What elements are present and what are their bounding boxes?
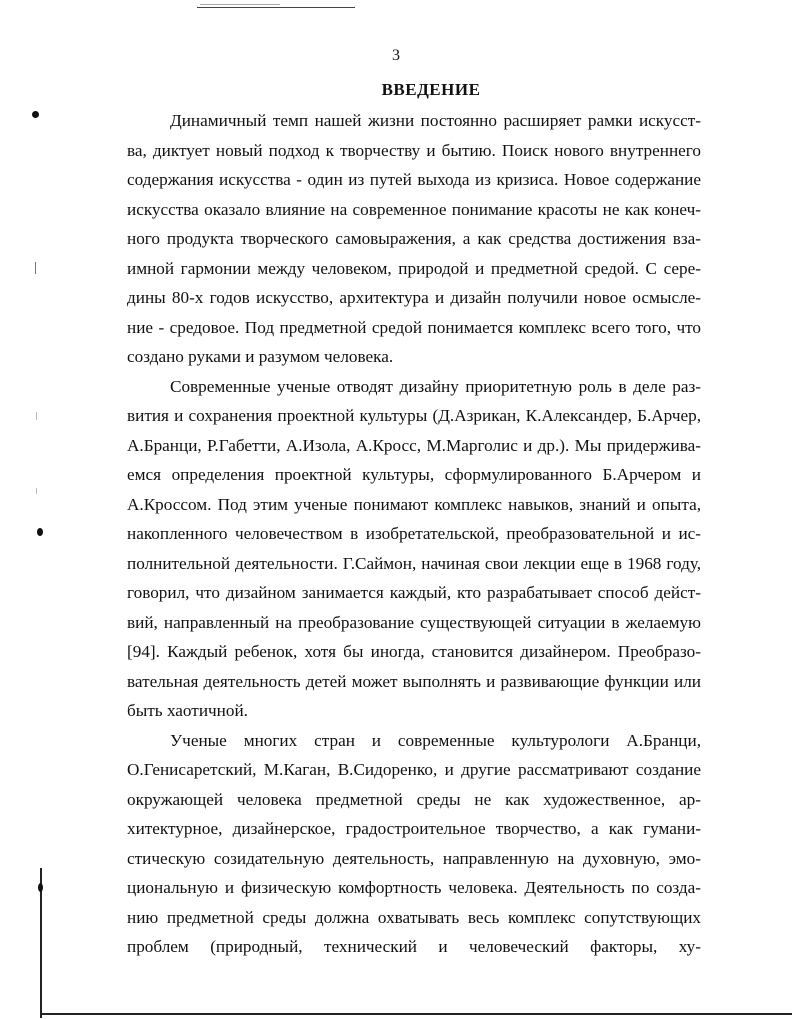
text-line: ва, диктует новый подход к творчеству и бытию. Поиск нового внутреннего — [127, 140, 701, 160]
text-line: стическую созидательную деятельность, направленную на духовную, эмо- — [127, 848, 701, 868]
text-line: О.Генисаретский, М.Каган, В.Сидоренко, и другие рассматривают создание — [127, 760, 701, 779]
text-line: накопленного человечеством в изобретательской, преобразовательной и ис- — [127, 524, 701, 543]
text-line: создано руками и разумом человека. — [127, 347, 394, 366]
text-line: Динамичный темп нашей жизни постоянно расширяет рамки искусст- — [170, 111, 701, 130]
text-line: полнительной деятельности. Г.Саймон, начиная свои лекции еще в 1968 году, — [127, 553, 701, 573]
text-line: А.Кроссом. Под этим ученые понимают комплекс навыков, знаний и опыта, — [127, 494, 701, 514]
text-line: А.Бранци, Р.Габетти, А.Изола, А.Кросс, М.Марголис и др.). Мы придержива- — [127, 435, 701, 455]
section-heading: ВВЕДЕНИЕ — [381, 80, 481, 99]
text-line: циональную и физическую комфортность человека. Деятельность по созда- — [127, 878, 701, 897]
scan-artifact-line — [200, 4, 280, 5]
text-line: Современные ученые отводят дизайну приоритетную роль в деле раз- — [170, 376, 701, 396]
text-line: содержания искусства - один из путей выхода из кризиса. Новое содержание — [127, 170, 701, 189]
scan-frame-edge — [40, 1013, 792, 1015]
text-line: ного продукта творческого самовыражения, а как средства достижения вза- — [127, 229, 701, 248]
paragraph-2 — [127, 372, 701, 726]
text-line: нию предметной среды должна охватывать весь комплекс сопутствующих — [127, 907, 701, 927]
text-line: проблем (природный, технический и человеческий факторы, ху- — [127, 937, 701, 956]
binder-hole-mark — [38, 883, 43, 892]
text-line: хитектурное, дизайнерское, градостроительное творчество, а как гумани- — [127, 819, 701, 838]
binder-hole-mark — [32, 111, 39, 118]
text-line: искусства оказало влияние на современное понимание красоты не как конеч- — [127, 199, 701, 219]
text-line: [94]. Каждый ребенок, хотя бы иногда, становится дизайнером. Преобразо- — [127, 642, 701, 661]
text-line: вития и сохранения проектной культуры (Д.Азрикан, К.Александер, Б.Арчер, — [127, 406, 701, 425]
scan-artifact-tick — [35, 262, 36, 274]
text-line: вий, направленный на преобразование существующей ситуации в желаемую — [127, 612, 701, 632]
page-number: 3 — [392, 47, 400, 64]
text-line: дины 80-х годов искусство, архитектура и дизайн получили новое осмысле- — [127, 288, 701, 307]
text-line: окружающей человека предметной среды не как художественное, ар- — [127, 789, 701, 809]
text-line: ние - средовое. Под предметной средой понимается комплекс всего того, что — [127, 317, 701, 337]
body-text — [127, 106, 701, 962]
scan-artifact-tick — [36, 412, 37, 420]
text-line: емся определения проектной культуры, сформулированного Б.Арчером и — [127, 465, 701, 484]
text-line: быть хаотичной. — [127, 701, 248, 720]
scan-artifact-tick — [36, 488, 37, 494]
text-line: вательная деятельность детей может выполнять и развивающие функции или — [127, 671, 701, 691]
text-line: имной гармонии между человеком, природой и предметной средой. С сере- — [127, 258, 701, 278]
binder-hole-mark — [37, 528, 43, 536]
paragraph-3 — [127, 726, 701, 962]
text-line: говорил, что дизайном занимается каждый, кто разрабатывает способ дейст- — [127, 583, 701, 602]
scan-artifact-line — [197, 7, 355, 8]
paragraph-1 — [127, 106, 701, 372]
text-line: Ученые многих стран и современные культурологи А.Бранци, — [170, 730, 701, 750]
